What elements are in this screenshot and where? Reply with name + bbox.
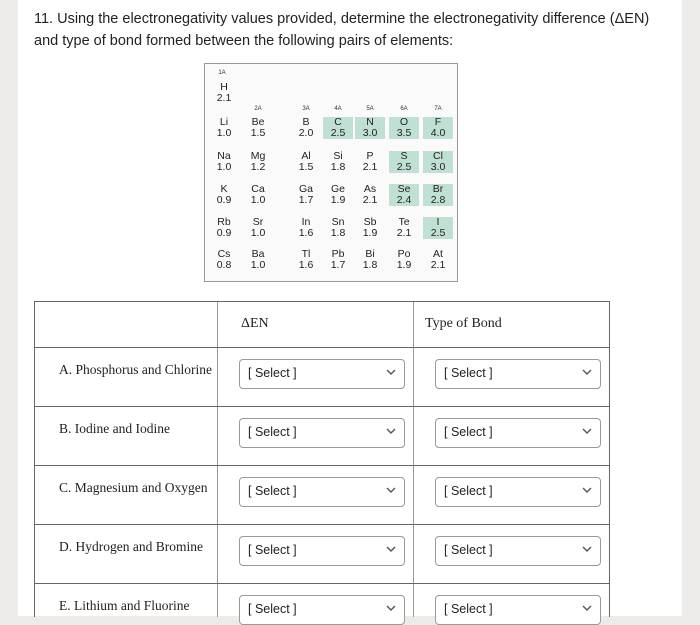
select-value: [ Select ] (444, 543, 493, 557)
element-cell (423, 217, 453, 239)
element-en: 2.8 (430, 194, 446, 206)
element-cell (291, 184, 321, 206)
element-cell (209, 217, 239, 239)
element-symbol: Ca (251, 183, 265, 195)
element-cell (209, 117, 239, 139)
element-cell (323, 151, 353, 173)
group-label: 7A (434, 106, 442, 112)
element-symbol: S (400, 150, 408, 162)
element-en: 1.0 (250, 227, 266, 239)
element-cell (323, 117, 353, 139)
row-label: B. Iodine and Iodine (59, 421, 170, 436)
group-label: 5A (366, 106, 374, 112)
element-cell (291, 217, 321, 239)
element-cell (323, 217, 353, 239)
group-label: 3A (302, 106, 310, 112)
row-divider (35, 583, 609, 584)
element-cell (323, 249, 353, 271)
chevron-down-icon (580, 424, 594, 438)
element-symbol: As (363, 183, 377, 195)
element-cell (209, 82, 239, 104)
delta-en-select[interactable] (239, 536, 405, 566)
element-symbol: Po (397, 248, 411, 260)
element-symbol: Ge (330, 183, 345, 195)
element-symbol: Sb (363, 216, 377, 228)
element-en: 0.9 (216, 194, 232, 206)
element-cell (423, 117, 453, 139)
group-label: 2A (254, 106, 262, 112)
delta-en-select[interactable] (239, 359, 405, 389)
element-cell (423, 249, 453, 271)
element-en: 2.1 (216, 92, 232, 104)
element-en: 2.4 (396, 194, 412, 206)
element-en: 2.1 (396, 227, 412, 239)
element-cell (209, 184, 239, 206)
chevron-down-icon (580, 483, 594, 497)
element-symbol: Si (333, 150, 343, 162)
element-symbol: Te (398, 216, 410, 228)
bond-type-header: Type of Bond (425, 316, 502, 331)
chevron-down-icon (384, 542, 398, 556)
row-label: A. Phosphorus and Chlorine (59, 362, 212, 377)
select-value: [ Select ] (444, 366, 493, 380)
element-en: 1.5 (298, 161, 314, 173)
electronegativity-table (204, 63, 458, 282)
element-symbol: Sn (331, 216, 345, 228)
element-cell (243, 217, 273, 239)
element-symbol: O (399, 116, 409, 128)
select-value: [ Select ] (444, 484, 493, 498)
select-value: [ Select ] (248, 366, 297, 380)
element-en: 0.8 (216, 259, 232, 271)
column-divider (217, 302, 218, 617)
element-symbol: Mg (250, 150, 266, 162)
element-cell (389, 184, 419, 206)
element-symbol: Se (397, 183, 411, 195)
bond-type-select[interactable] (435, 359, 601, 389)
row-divider (35, 347, 609, 348)
chevron-down-icon (384, 365, 398, 379)
row-divider (35, 524, 609, 525)
element-symbol: H (220, 81, 228, 93)
chevron-down-icon (580, 365, 594, 379)
element-en: 1.7 (298, 194, 314, 206)
element-symbol: Li (219, 116, 229, 128)
bond-type-select[interactable] (435, 477, 601, 507)
element-en: 2.1 (362, 194, 378, 206)
element-en: 1.0 (250, 259, 266, 271)
delta-en-select[interactable] (239, 477, 405, 507)
element-en: 2.1 (430, 259, 446, 271)
row-label: E. Lithium and Fluorine (59, 598, 190, 613)
element-symbol: In (301, 216, 311, 228)
element-en: 2.5 (396, 161, 412, 173)
row-label: C. Magnesium and Oxygen (59, 480, 208, 495)
element-en: 1.7 (330, 259, 346, 271)
element-symbol: Pb (331, 248, 345, 260)
element-cell (291, 151, 321, 173)
element-symbol: C (334, 116, 342, 128)
element-en: 1.2 (250, 161, 266, 173)
chevron-down-icon (384, 483, 398, 497)
element-cell (389, 117, 419, 139)
element-en: 1.8 (330, 161, 346, 173)
element-cell (243, 184, 273, 206)
element-cell (355, 184, 385, 206)
element-en: 1.0 (250, 194, 266, 206)
row-divider (35, 406, 609, 407)
element-symbol: K (220, 183, 228, 195)
bond-type-select[interactable] (435, 595, 601, 625)
element-symbol: N (366, 116, 374, 128)
element-symbol: P (366, 150, 374, 162)
element-symbol: Sr (252, 216, 264, 228)
delta-en-select[interactable] (239, 418, 405, 448)
chevron-down-icon (384, 601, 398, 615)
element-cell (423, 184, 453, 206)
element-en: 1.9 (330, 194, 346, 206)
element-cell (209, 249, 239, 271)
element-symbol: Bi (365, 248, 375, 260)
quiz-page (18, 0, 682, 616)
chevron-down-icon (384, 424, 398, 438)
element-symbol: Be (251, 116, 265, 128)
element-symbol: Al (301, 150, 311, 162)
element-cell (355, 217, 385, 239)
element-cell (243, 249, 273, 271)
answer-table (34, 301, 610, 617)
bond-type-select[interactable] (435, 536, 601, 566)
element-symbol: F (434, 116, 442, 128)
select-value: [ Select ] (444, 602, 493, 616)
element-symbol: Cl (433, 150, 443, 162)
element-en: 2.1 (362, 161, 378, 173)
element-symbol: Rb (217, 216, 231, 228)
question-text: 11. Using the electronegativity values provided, determine the electronegativity difference (ΔEN) and type of bond formed between the following pairs of elements: (34, 11, 650, 49)
element-en: 4.0 (430, 127, 446, 139)
element-cell (355, 117, 385, 139)
element-en: 1.9 (396, 259, 412, 271)
chevron-down-icon (580, 601, 594, 615)
element-cell (209, 151, 239, 173)
element-en: 1.9 (362, 227, 378, 239)
select-value: [ Select ] (248, 425, 297, 439)
element-symbol: Cs (217, 248, 231, 260)
element-cell (355, 249, 385, 271)
element-symbol: At (433, 248, 443, 260)
group-label: 1A (218, 70, 226, 76)
select-value: [ Select ] (248, 602, 297, 616)
element-symbol: Na (217, 150, 231, 162)
select-value: [ Select ] (248, 484, 297, 498)
element-symbol: Tl (301, 248, 311, 260)
element-cell (323, 184, 353, 206)
element-cell (291, 117, 321, 139)
element-en: 1.0 (216, 127, 232, 139)
select-value: [ Select ] (248, 543, 297, 557)
row-divider (35, 465, 609, 466)
element-symbol: Ga (298, 183, 313, 195)
select-value: [ Select ] (444, 425, 493, 439)
element-en: 1.6 (298, 227, 314, 239)
element-cell (389, 217, 419, 239)
element-cell (243, 151, 273, 173)
element-en: 3.0 (362, 127, 378, 139)
element-symbol: Br (432, 183, 444, 195)
element-cell (291, 249, 321, 271)
element-en: 1.8 (330, 227, 346, 239)
element-symbol: I (436, 216, 440, 228)
element-cell (355, 151, 385, 173)
element-en: 3.0 (430, 161, 446, 173)
element-en: 1.5 (250, 127, 266, 139)
element-cell (389, 249, 419, 271)
chevron-down-icon (580, 542, 594, 556)
bond-type-select[interactable] (435, 418, 601, 448)
delta-en-header: ΔEN (241, 316, 269, 331)
element-en: 3.5 (396, 127, 412, 139)
delta-en-select[interactable] (239, 595, 405, 625)
element-en: 0.9 (216, 227, 232, 239)
group-label: 4A (334, 106, 342, 112)
element-symbol: Ba (251, 248, 265, 260)
element-en: 2.0 (298, 127, 314, 139)
column-divider (413, 302, 414, 617)
element-cell (243, 117, 273, 139)
element-en: 1.0 (216, 161, 232, 173)
element-en: 2.5 (430, 227, 446, 239)
element-en: 1.8 (362, 259, 378, 271)
element-en: 2.5 (330, 127, 346, 139)
row-label: D. Hydrogen and Bromine (59, 539, 203, 554)
group-label: 6A (400, 106, 408, 112)
element-cell (389, 151, 419, 173)
element-cell (423, 151, 453, 173)
element-symbol: B (302, 116, 310, 128)
element-en: 1.6 (298, 259, 314, 271)
